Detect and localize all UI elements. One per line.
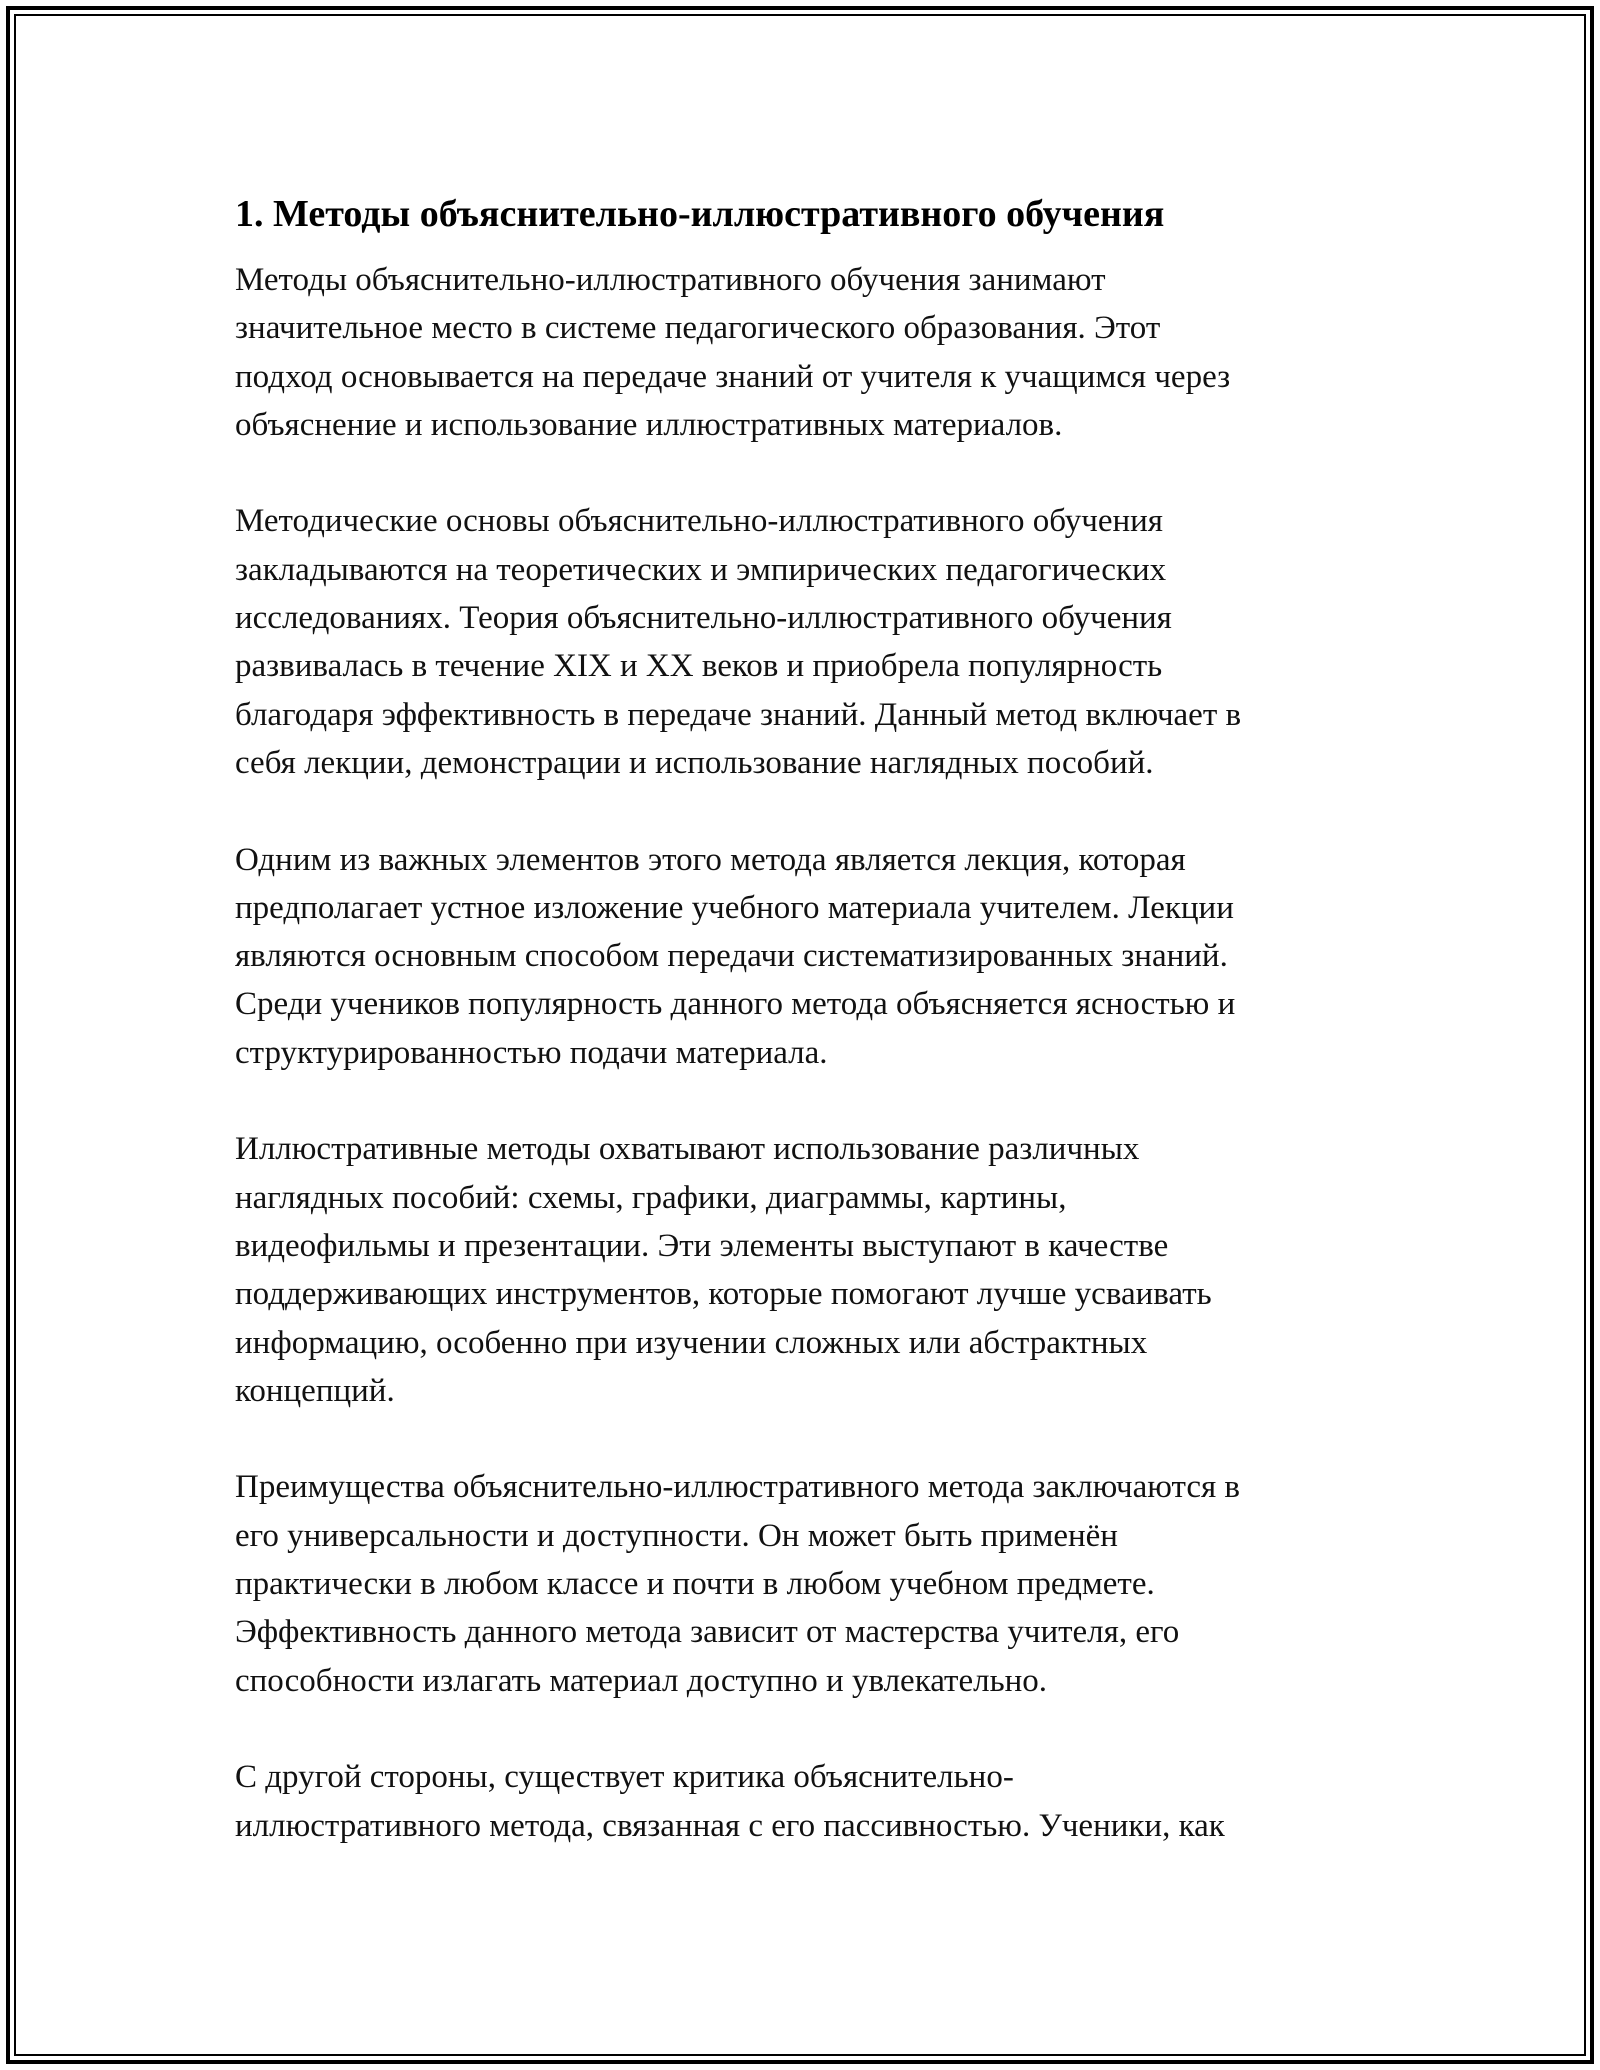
paragraph-illustrative-methods: Иллюстративные методы охватывают использование различных наглядных пособий: схемы, графики, диаграммы, картины, видеофильмы и презентации. Эти элементы выступают в качестве поддерживающих инструментов, которые помогают лучше усваивать информацию, особенно при изучении сложных или абстрактных концепций.: [235, 1131, 1212, 1409]
paragraph-lecture: Одним из важных элементов этого метода является лекция, которая предполагает устное изложение учебного материала учителем. Лекции являются основным способом передачи систематизированных знаний. Среди учеников популярность данного метода объясняется ясностью и структурированностью подачи материала.: [235, 841, 1236, 1071]
section-heading: 1. Методы объяснительно-иллюстративного обучения: [235, 193, 1165, 235]
document-body: [235, 186, 1375, 1898]
paragraph-advantages: Преимущества объяснительно-иллюстративного метода заключаются в его универсальности и доступности. Он может быть применён практически в любом классе и почти в любом учебном предмете. Эффективность данного метода зависит от мастерства учителя, его способности излагать материал доступно и увлекательно.: [235, 1469, 1241, 1699]
paragraph-criticism: С другой стороны, существует критика объяснительно- иллюстративного метода, связанная с его пассивностью. Ученики, как: [235, 1759, 1225, 1844]
paragraph-methodical-foundations: Методические основы объяснительно-иллюстративного обучения закладываются на теоретических и эмпирических педагогических исследованиях. Теория объяснительно-иллюстративного обучения развивалась в течение XIX и XX веков и приобрела популярность благодаря эффективность в передаче знаний. Данный метод включает в себя лекции, демонстрации и использование наглядных пособий.: [235, 503, 1242, 781]
paragraph-intro: Методы объяснительно-иллюстративного обучения занимают значительное место в системе педагогического образования. Этот подход основывается на передаче знаний от учителя к учащимся через объяснение и использование иллюстративных материалов.: [235, 262, 1231, 443]
